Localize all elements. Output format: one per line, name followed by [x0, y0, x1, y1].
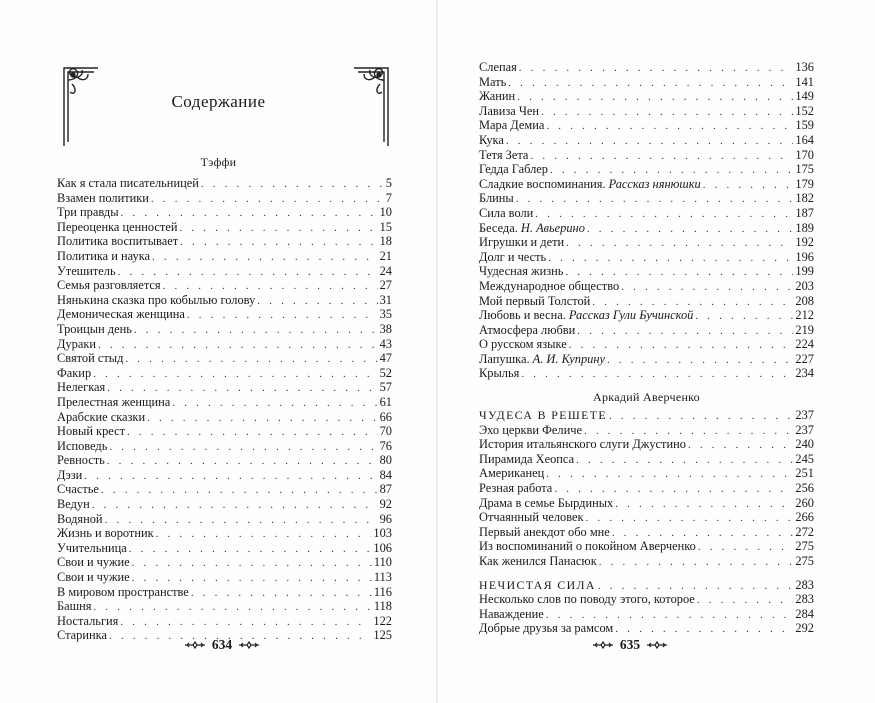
dot-leader — [134, 323, 378, 337]
toc-entry[interactable] — [479, 264, 814, 279]
toc-page-number: 118 — [373, 599, 392, 614]
toc-entry[interactable] — [57, 395, 392, 410]
toc-page-number: 122 — [373, 613, 392, 628]
toc-page-number: 272 — [795, 524, 814, 539]
toc-page-number: 110 — [373, 555, 392, 570]
toc-entry[interactable] — [479, 337, 814, 352]
toc-entry[interactable] — [479, 250, 814, 265]
toc-entry-title: Святой стыд — [57, 351, 124, 366]
toc-page-number: 284 — [795, 606, 814, 621]
dot-leader — [569, 338, 794, 352]
toc-page-number: 237 — [795, 422, 814, 437]
dot-leader — [615, 497, 793, 511]
toc-entry-title: Слепая — [479, 60, 517, 74]
dot-leader — [587, 222, 794, 236]
toc-entry[interactable] — [479, 352, 814, 367]
dot-leader — [94, 600, 372, 614]
toc-page-number: 38 — [379, 321, 392, 336]
toc-entry[interactable] — [479, 496, 814, 511]
toc-entry-title: Дураки — [57, 336, 96, 351]
toc-entry-title: Башня — [57, 599, 92, 614]
dot-leader — [179, 221, 377, 235]
toc-page-number: 31 — [379, 292, 392, 307]
toc-entry[interactable] — [57, 264, 392, 279]
page-title: Содержание — [171, 92, 266, 111]
toc-entry-title: Как женился Панасюк — [479, 553, 597, 568]
dot-leader — [599, 555, 794, 569]
dot-leader — [129, 542, 372, 556]
toc-page-number: 136 — [795, 60, 814, 74]
dot-leader — [107, 454, 378, 468]
toc-entry-title: Мара Демиа — [479, 118, 545, 133]
toc-page-number: 18 — [379, 234, 392, 249]
toc-page-number: 275 — [795, 553, 814, 568]
dot-leader — [612, 526, 794, 540]
toc-page-number: 61 — [379, 394, 392, 409]
toc-entry[interactable] — [57, 468, 392, 483]
toc-entry[interactable] — [479, 162, 814, 177]
toc-entry[interactable] — [57, 541, 392, 556]
toc-page-number: 43 — [379, 336, 392, 351]
toc-entry[interactable] — [57, 205, 392, 220]
dot-leader — [541, 105, 793, 119]
dot-leader — [697, 593, 794, 607]
toc-entry[interactable] — [57, 555, 392, 570]
dot-leader — [516, 192, 794, 206]
toc-entry[interactable] — [57, 278, 392, 293]
toc-page-number: 125 — [373, 628, 392, 643]
toc-entry[interactable] — [57, 293, 392, 308]
toc-section-heading[interactable] — [479, 578, 814, 593]
toc-entry-title: Политика и наука — [57, 248, 151, 263]
toc-entry-title: Крылья — [479, 366, 520, 381]
dot-leader — [508, 76, 793, 90]
toc-entry-title: Как я стала писательницей — [57, 176, 199, 190]
toc-entry[interactable] — [479, 89, 814, 104]
toc-entry-title: О русском языке — [479, 337, 567, 352]
toc-entry-title: Демоническая женщина — [57, 307, 185, 322]
dot-leader — [92, 498, 378, 512]
toc-entry-title: Игрушки и дети — [479, 235, 565, 250]
toc-page-number: 240 — [795, 437, 814, 452]
toc-entry-title: Резная работа — [479, 480, 553, 495]
toc-page-number: 103 — [373, 526, 392, 541]
toc-page-number: 266 — [795, 510, 814, 525]
folio-ornament-icon — [184, 640, 206, 650]
toc-page-number: 199 — [795, 264, 814, 279]
toc-entry-title: Несколько слов по поводу этого, которое — [479, 592, 695, 607]
toc-entry[interactable] — [479, 294, 814, 309]
toc-page-number: 179 — [795, 176, 814, 191]
toc-entry-title: Любовь и весна. Рассказ Гули Бучинской — [479, 308, 694, 323]
toc-entry[interactable] — [57, 439, 392, 454]
toc-page-number: 203 — [795, 278, 814, 293]
toc-list-left — [57, 176, 392, 643]
toc-entry-title: Свои и чужие — [57, 570, 130, 585]
toc-page-number: 152 — [795, 103, 814, 118]
toc-entry[interactable] — [479, 607, 814, 622]
toc-entry-title: Переоценка ценностей — [57, 219, 178, 234]
dot-leader — [609, 409, 793, 423]
folio-ornament-icon — [592, 640, 614, 650]
toc-entry-title: Чудесная жизнь — [479, 264, 564, 279]
toc-entry[interactable] — [57, 220, 392, 235]
dot-leader — [548, 251, 793, 265]
toc-list-right — [479, 60, 814, 381]
toc-entry[interactable] — [479, 481, 814, 496]
toc-entry-title: Свои и чужие — [57, 555, 130, 570]
toc-page-number: 219 — [795, 322, 814, 337]
toc-entry[interactable] — [479, 148, 814, 163]
dot-leader — [535, 207, 793, 221]
toc-page-number: 84 — [379, 467, 392, 482]
dot-leader — [517, 90, 793, 104]
toc-entry[interactable] — [479, 323, 814, 338]
toc-page-number: 275 — [795, 539, 814, 554]
dot-leader — [607, 353, 793, 367]
toc-entry-title: Лавиза Чен — [479, 103, 540, 118]
toc-entry[interactable] — [479, 621, 814, 636]
folio-right — [580, 637, 680, 653]
toc-entry-title: Водяной — [57, 511, 103, 526]
dot-leader — [84, 469, 377, 483]
toc-entry[interactable] — [479, 60, 814, 75]
toc-entry-title: Ностальгия — [57, 613, 119, 628]
toc-entry-title: Лапушка. А. И. Куприну — [479, 351, 605, 366]
toc-page-number: 80 — [379, 453, 392, 468]
toc-entry-title: Политика воспитывает — [57, 234, 179, 249]
toc-entry[interactable] — [57, 351, 392, 366]
toc-page-number: 234 — [795, 366, 814, 381]
toc-page-number: 92 — [379, 497, 392, 512]
dot-leader — [201, 177, 384, 191]
dot-leader — [191, 586, 372, 600]
toc-entry-title: Мой первый Толстой — [479, 293, 591, 308]
toc-page-number: 15 — [379, 219, 392, 234]
dot-leader — [109, 440, 377, 454]
toc-page-number: 87 — [379, 482, 392, 497]
toc-page-number: 212 — [795, 308, 814, 323]
toc-page-number: 237 — [795, 408, 814, 422]
toc-entry-title: Атмосфера любви — [479, 322, 576, 337]
dot-leader — [554, 482, 793, 496]
toc-entry[interactable] — [57, 570, 392, 585]
toc-entry-title: Жизнь и воротник — [57, 526, 154, 541]
toc-entry-title: Счастье — [57, 482, 99, 497]
dot-leader — [584, 424, 793, 438]
author-heading: Аркадий Аверченко — [593, 390, 700, 404]
toc-entry-title: Эхо церкви Феличе — [479, 422, 582, 437]
page-number: 635 — [619, 637, 641, 652]
toc-page-number: 245 — [795, 451, 814, 466]
toc-page-number: 256 — [795, 480, 814, 495]
toc-page-number: 52 — [379, 365, 392, 380]
toc-page-number: 70 — [379, 424, 392, 439]
toc-page-number: 283 — [795, 592, 814, 607]
dot-leader — [576, 453, 793, 467]
toc-entry[interactable] — [57, 424, 392, 439]
toc-entry-title: Отчаянный человек — [479, 510, 584, 525]
toc-entry-title: Из воспоминаний о покойном Аверченко — [479, 539, 696, 554]
toc-page-number: 164 — [795, 132, 814, 147]
toc-entry-subtitle: А. И. Куприну — [532, 351, 605, 366]
toc-page-number: 192 — [795, 235, 814, 250]
toc-entry-title: История итальянского слуги Джустино — [479, 437, 686, 452]
dot-leader — [147, 411, 378, 425]
toc-section-heading[interactable] — [479, 408, 814, 423]
toc-entry-title: Наваждение — [479, 606, 544, 621]
toc-entry-title: Дэзи — [57, 467, 83, 482]
toc-entry-title: Пирамида Хеопса — [479, 451, 575, 466]
dot-leader — [107, 381, 377, 395]
dot-leader — [163, 279, 378, 293]
dot-leader — [121, 206, 378, 220]
folio-ornament-icon — [646, 640, 668, 650]
toc-page-number: 224 — [795, 337, 814, 352]
dot-leader — [565, 265, 793, 279]
toc-list-right-2 — [479, 408, 814, 636]
toc-entry[interactable] — [479, 466, 814, 481]
toc-entry[interactable] — [57, 453, 392, 468]
toc-entry[interactable] — [57, 380, 392, 395]
toc-entry[interactable] — [479, 554, 814, 569]
dot-leader — [151, 192, 384, 206]
left-page — [0, 0, 437, 703]
toc-entry-subtitle: Н. Авьерино — [520, 220, 585, 235]
toc-entry[interactable] — [57, 482, 392, 497]
toc-entry[interactable] — [57, 191, 392, 206]
toc-entry[interactable] — [57, 234, 392, 249]
toc-entry-title: Утешитель — [57, 263, 116, 278]
toc-entry-title: Мать — [479, 74, 507, 89]
toc-page-number: 227 — [795, 351, 814, 366]
toc-entry[interactable] — [479, 423, 814, 438]
toc-page-number: 208 — [795, 293, 814, 308]
toc-entry-title: ЧУДЕСА В РЕШЕТЕ — [479, 408, 607, 422]
dot-leader — [566, 236, 793, 250]
dot-leader — [93, 367, 377, 381]
toc-entry-title: Троицын день — [57, 321, 132, 336]
toc-entry-title: Добрые друзья за рамсом — [479, 621, 614, 636]
toc-entry[interactable] — [57, 599, 392, 614]
toc-entry-title: Американец — [479, 466, 545, 481]
folio-left — [172, 637, 272, 653]
toc-entry[interactable] — [479, 525, 814, 540]
toc-page-number: 66 — [379, 409, 392, 424]
toc-entry-title: Международное общество — [479, 278, 620, 293]
folio-ornament-icon — [238, 640, 260, 650]
toc-page-number: 5 — [385, 176, 392, 190]
toc-page-number: 57 — [379, 380, 392, 395]
toc-page-number: 106 — [373, 540, 392, 555]
dot-leader — [550, 163, 793, 177]
toc-entry-title: Нелегкая — [57, 380, 106, 395]
dot-leader — [98, 338, 378, 352]
dot-leader — [180, 235, 377, 249]
dot-leader — [127, 425, 378, 439]
dot-leader — [688, 438, 793, 452]
toc-page-number: 47 — [379, 351, 392, 366]
toc-entry[interactable] — [479, 177, 814, 192]
toc-entry[interactable] — [57, 307, 392, 322]
dot-leader — [105, 513, 378, 527]
toc-entry[interactable] — [479, 279, 814, 294]
toc-entry[interactable] — [57, 366, 392, 381]
dot-leader — [592, 295, 793, 309]
toc-entry[interactable] — [479, 366, 814, 381]
dot-leader — [187, 308, 378, 322]
toc-entry-title: Ведун — [57, 497, 90, 512]
toc-entry[interactable] — [57, 337, 392, 352]
toc-page-number: 187 — [795, 205, 814, 220]
toc-page-number: 182 — [795, 191, 814, 206]
toc-page-number: 141 — [795, 74, 814, 89]
toc-page-number: 116 — [373, 584, 392, 599]
toc-entry-title: Три правды — [57, 205, 119, 220]
toc-entry[interactable] — [479, 191, 814, 206]
dot-leader — [530, 149, 793, 163]
dot-leader — [598, 579, 794, 593]
toc-entry-title: Нянькина сказка про кобылью голову — [57, 292, 256, 307]
dot-leader — [698, 540, 794, 554]
toc-entry[interactable] — [57, 176, 392, 191]
toc-entry-title: Кука — [479, 132, 504, 147]
toc-page-number: 260 — [795, 495, 814, 510]
toc-page-number: 24 — [379, 263, 392, 278]
toc-entry[interactable] — [57, 497, 392, 512]
toc-entry[interactable] — [479, 206, 814, 221]
dot-leader — [703, 178, 794, 192]
dot-leader — [621, 280, 793, 294]
toc-entry-title: Гедда Габлер — [479, 162, 548, 177]
toc-entry[interactable] — [479, 75, 814, 90]
toc-entry[interactable] — [57, 512, 392, 527]
dot-leader — [257, 294, 377, 308]
toc-entry[interactable] — [479, 118, 814, 133]
dot-leader — [546, 467, 793, 481]
dot-leader — [125, 352, 377, 366]
toc-page-number: 35 — [379, 307, 392, 322]
toc-page-number: 196 — [795, 249, 814, 264]
toc-entry[interactable] — [479, 539, 814, 554]
toc-entry-title: Семья разговляется — [57, 278, 161, 293]
dot-leader — [132, 556, 372, 570]
dot-leader — [120, 615, 371, 629]
toc-entry-subtitle: Рассказ Гули Бучинской — [568, 308, 694, 323]
toc-entry-title: Факир — [57, 365, 92, 380]
toc-page-number: 189 — [795, 220, 814, 235]
dot-leader — [118, 265, 378, 279]
dot-leader — [546, 608, 794, 622]
toc-entry-title: Сила воли — [479, 205, 534, 220]
toc-entry-title: Учительница — [57, 540, 127, 555]
toc-page-number: 21 — [379, 248, 392, 263]
toc-entry[interactable] — [479, 133, 814, 148]
toc-entry[interactable] — [479, 308, 814, 323]
toc-entry-title: Новый крест — [57, 424, 125, 439]
toc-entry[interactable] — [479, 452, 814, 467]
toc-entry-title: Беседа. Н. Авьерино — [479, 220, 585, 235]
dot-leader — [172, 396, 377, 410]
toc-entry[interactable] — [57, 614, 392, 629]
toc-entry[interactable] — [57, 249, 392, 264]
dot-leader — [132, 571, 372, 585]
toc-entry-title: Арабские сказки — [57, 409, 146, 424]
toc-entry-title: Старинка — [57, 628, 107, 643]
toc-entry-title: Первый анекдот обо мне — [479, 524, 610, 539]
toc-entry[interactable] — [57, 526, 392, 541]
toc-entry-title: В мировом пространстве — [57, 584, 189, 599]
toc-entry[interactable] — [479, 510, 814, 525]
dot-leader — [506, 134, 794, 148]
toc-entry-title: Тетя Зета — [479, 147, 529, 162]
toc-entry-title: НЕЧИСТАЯ СИЛА — [479, 577, 596, 592]
toc-entry[interactable] — [479, 235, 814, 250]
toc-entry-title: Блины — [479, 191, 514, 206]
toc-entry[interactable] — [479, 221, 814, 236]
toc-page-number: 170 — [795, 147, 814, 162]
toc-page-number: 113 — [373, 570, 392, 585]
toc-entry[interactable] — [479, 104, 814, 119]
author-heading: Тэффи — [200, 155, 237, 169]
dot-leader — [156, 527, 372, 541]
toc-entry-title: Ревность — [57, 453, 105, 468]
toc-entry-subtitle: Рассказ нянюшки — [608, 176, 701, 191]
toc-page-number: 159 — [795, 118, 814, 133]
toc-page-number: 76 — [379, 438, 392, 453]
dot-leader — [521, 367, 793, 381]
toc-entry[interactable] — [57, 585, 392, 600]
toc-entry[interactable] — [57, 322, 392, 337]
toc-entry[interactable] — [57, 410, 392, 425]
toc-page-number: 149 — [795, 89, 814, 104]
toc-entry-title: Исповедь — [57, 438, 108, 453]
toc-page-number: 7 — [385, 190, 392, 205]
toc-entry[interactable] — [479, 437, 814, 452]
dot-leader — [586, 511, 794, 525]
toc-page-number: 175 — [795, 162, 814, 177]
toc-entry-title: Жанин — [479, 89, 516, 104]
section-gap — [479, 569, 814, 578]
toc-entry[interactable] — [479, 592, 814, 607]
toc-page-number: 292 — [795, 621, 814, 636]
toc-page-number: 10 — [379, 205, 392, 220]
dot-leader — [546, 119, 793, 133]
dot-leader — [101, 483, 378, 497]
dot-leader — [615, 622, 793, 636]
toc-entry-title: Драма в семье Бырдиных — [479, 495, 614, 510]
toc-entry-title: Долг и честь — [479, 249, 547, 264]
toc-entry-title: Взамен политики — [57, 190, 149, 205]
toc-page-number: 96 — [379, 511, 392, 526]
dot-leader — [152, 250, 378, 264]
toc-entry-title: Сладкие воспоминания. Рассказ нянюшки — [479, 176, 701, 191]
toc-page-number: 251 — [795, 466, 814, 481]
dot-leader — [695, 309, 793, 323]
toc-page-number: 27 — [379, 278, 392, 293]
toc-entry-title: Прелестная женщина — [57, 394, 171, 409]
page-number: 634 — [211, 637, 233, 652]
toc-page-number: 283 — [795, 577, 814, 592]
dot-leader — [519, 61, 794, 75]
dot-leader — [577, 324, 793, 338]
